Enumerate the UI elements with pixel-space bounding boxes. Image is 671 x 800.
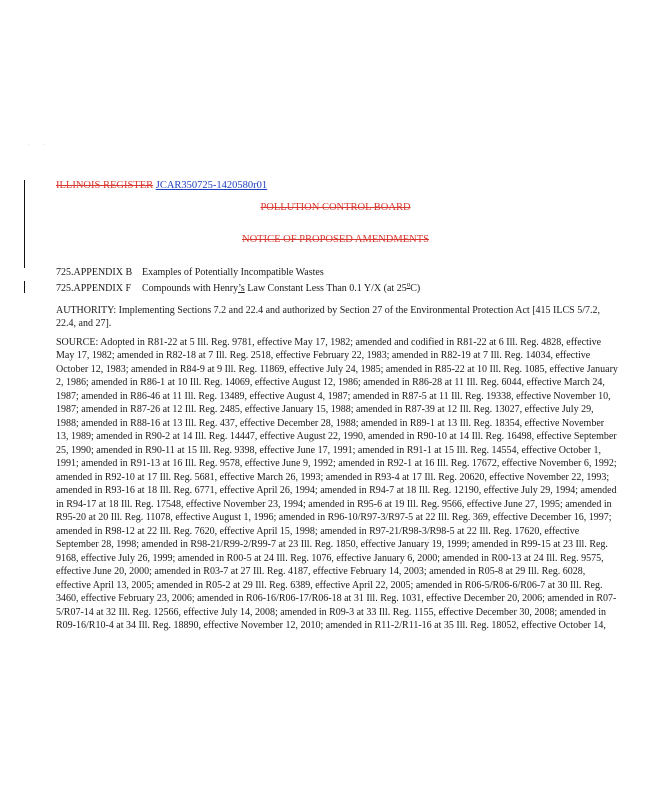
- board-heading: [0, 202, 671, 213]
- change-bar: [24, 281, 25, 293]
- register-header: [56, 180, 267, 191]
- source-paragraph: SOURCE: Adopted in R81-22 at 5 Ill. Reg. 9781, effective May 17, 1982; amended and codified in R81-22 at 6 Ill. Reg. 4828, effective May 17, 1982; amended in R82-18 at 7 Ill. Reg. 2518, effective February 22, 1983; amended in R82-19 at 7 Ill. Reg. 14034, effective October 12, 1983; amended in R84-9 at 9 Ill. Reg. 11869, effective July 24, 1985; amended in R85-22 at 10 Ill. Reg. 1085, effective January 2, 1986; amended in R86-1 at 10 Ill. Reg. 14069, effective August 12, 1986; amended in R86-28 at 11 Ill. Reg. 6044, effective March 24, 1987; amended in R86-46 at 11 Ill. Reg. 13489, effective August 4, 1987; amended in R87-5 at 11 Ill. Reg. 19338, effective November 10, 1987; amended in R87-26 at 12 Ill. Reg. 2485, effective January 15, 1988; amended in R87-39 at 12 Ill. Reg. 13027, effective July 29, 1988; amended in R88-16 at 13 Ill. Reg. 437, effective December 28, 1988; amended in R89-1 at 13 Ill. Reg. 18354, effective November 13, 1989; amended in R90-2 at 14 Ill. Reg. 14447, effective August 22, 1990, amended in R90-10 at 14 Ill. Reg. 16498, effective September 25, 1990; amended in R90-11 at 15 Ill. Reg. 9398, effective June 17, 1991; amended in R91-1 at 15 Ill. Reg. 14554, effective October 1, 1991; amended in R91-13 at 16 Ill. Reg. 9578, effective June 9, 1992; amended in R92-1 at 16 Ill. Reg. 17672, effective November 6, 1992; amended in R92-10 at 17 Ill. Reg. 5681, effective March 26, 1993; amended in R93-4 at 17 Ill. Reg. 20620, effective November 22, 1993; amended in R93-16 at 18 Ill. Reg. 6771, effective April 26, 1994; amended in R94-7 at 18 Ill. Reg. 12190, effective July 29, 1994; amended in R94-17 at 18 Ill. Reg. 17548, effective November 23, 1994; amended in R95-6 at 19 Ill. Reg. 9566, effective June 27, 1995; amended in R95-20 at 20 Ill. Reg. 11078, effective August 1, 1996; amended in R96-10/R97-3/R97-5 at 22 Ill. Reg. 369, effective December 16, 1997; amended in R98-12 at 22 Ill. Reg. 7620, effective April 15, 1998; amended in R97-21/R98-3/R98-5 at 22 Ill. Reg. 17620, effective September 28, 1998; amended in R98-21/R99-2/R99-7 at 23 Ill. Reg. 1850, effective January 19, 1999; amended in R99-15 at 23 Ill. Reg. 9168, effective July 26, 1999; amended in R00-5 at 24 Ill. Reg. 1076, effective January 6, 2000; amended in R00-13 at 24 Ill. Reg. 9575, effective June 20, 2000; amended in R03-7 at 27 Ill. Reg. 4187, effective February 14, 2003; amended in R05-8 at 29 Ill. Reg. 6028, effective April 13, 2005; amended in R05-2 at 29 Ill. Reg. 6389, effective April 22, 2005; amended in R06-5/R06-6/R06-7 at 30 Ill. Reg. 3460, effective February 23, 2006; amended in R06-16/R06-17/R06-18 at 31 Ill. Reg. 1031, effective December 20, 2006; amended in R07-5/R07-14 at 32 Ill. Reg. 12566, effective July 14, 2008; amended in R09-3 at 33 Ill. Reg. 1155, effective December 30, 2008; amended in R09-16/R10-4 at 34 Ill. Reg. 18890, effective November 12, 2010; amended in R11-2/R11-16 at 35 Ill. Reg. 18052, effective October 14,: [56, 337, 618, 632]
- change-bar: [24, 180, 25, 268]
- appendix-code: 725.APPENDIX F: [56, 283, 132, 295]
- board-title: POLLUTION CONTROL BOARD: [260, 202, 411, 213]
- register-title: ILLINOIS REGISTER: [56, 180, 154, 191]
- appendix-row: [56, 281, 420, 294]
- appendix-title: Examples of Potentially Incompatible Wastes: [142, 267, 324, 278]
- appendix-title: Compounds with Henry’s Law Constant Less Than 0.1 Y/X (at 25$^o$C): [142, 281, 421, 295]
- appendix-row: [56, 267, 324, 278]
- doc-code-link[interactable]: JCAR350725-1420580r01: [155, 180, 268, 191]
- notice-heading: [0, 234, 671, 245]
- notice-title: NOTICE OF PROPOSED AMENDMENTS: [242, 234, 429, 245]
- authority-paragraph: AUTHORITY: Implementing Sections 7.2 and 22.4 and authorized by Section 27 of the Environmental Protection Act [415 ILCS 5/7.2, 22.4, and 27].: [56, 305, 600, 330]
- scan-speck: · ·: [28, 142, 52, 148]
- appendix-code: 725.APPENDIX B: [56, 267, 133, 278]
